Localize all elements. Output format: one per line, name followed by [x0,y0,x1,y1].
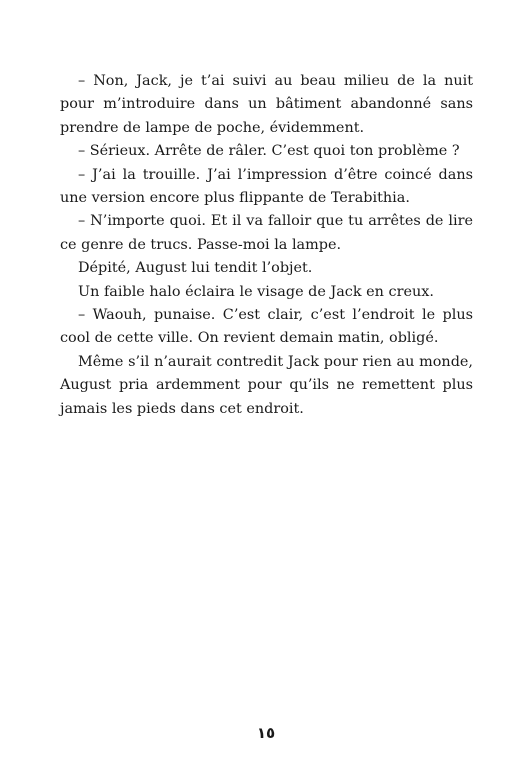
paragraph-6: Un faible halo éclaira le visage de Jack en creux. [78,283,434,300]
paragraph-4: – N’importe quoi. Et il va falloir que tu arrêtes de lire ce genre de trucs. Passe-moi la lampe. [60,213,473,253]
body-text [60,70,473,421]
paragraph-8: Même s’il n’aurait contredit Jack pour rien au monde, August pria ardemment pour qu’ils ne remettent plus jamais les pieds dans cet endroit. [60,353,473,417]
paragraph-3: – J’ai la trouille. J’ai l’impression d’être coincé dans une version encore plus flippante de Terabithia. [60,166,473,207]
page-number: ١٥ [256,724,276,742]
paragraph-5: Dépité, August lui tendit l’objet. [78,260,313,277]
paragraph-2: – Sérieux. Arrête de râler. C’est quoi ton problème ? [78,143,460,160]
paragraph-7: – Waouh, punaise. C’est clair, c’est l’endroit le plus cool de cette ville. On revient demain matin, obligé. [60,307,473,347]
paragraph-1: – Non, Jack, je t’ai suivi au beau milieu de la nuit pour m’introduire dans un bâtiment abandonné sans prendre de lampe de poche, évidemment. [60,73,473,136]
